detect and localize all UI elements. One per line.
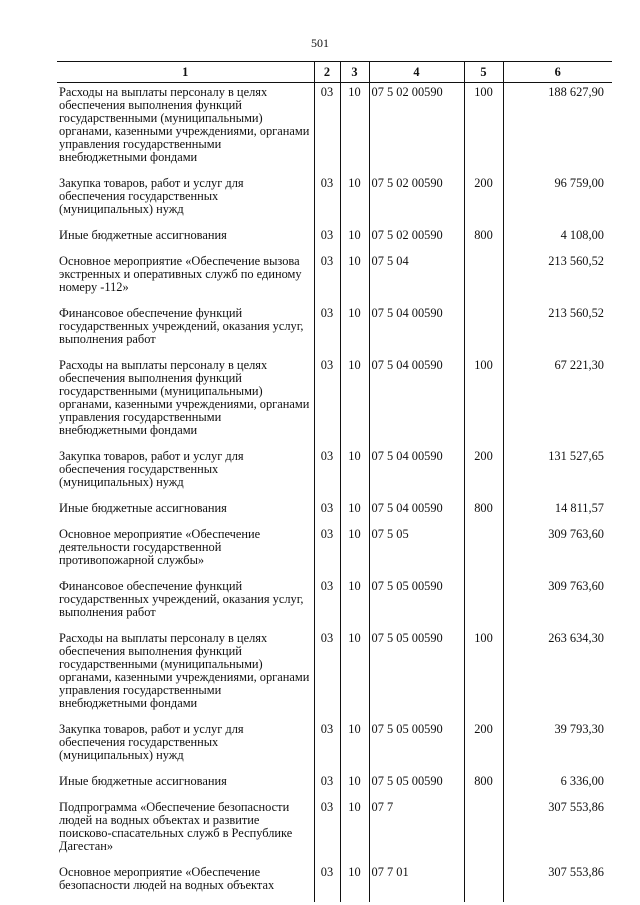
amount-cell: 263 634,30 <box>503 629 612 720</box>
budget-table <box>57 61 612 902</box>
column-header: 2 <box>314 62 340 83</box>
item-name-cell: Иные бюджетные ассигнования <box>59 501 227 515</box>
target-article-cell: 07 5 04 00590 <box>369 356 464 447</box>
target-article-cell: 07 5 05 00590 <box>369 720 464 772</box>
page-number: 501 <box>311 36 329 50</box>
subsection-code-cell: 10 <box>340 629 369 720</box>
section-code-cell: 03 <box>314 226 340 252</box>
subsection-code-cell: 10 <box>340 525 369 577</box>
expense-type-cell <box>464 863 503 902</box>
target-article-cell: 07 5 05 00590 <box>369 577 464 629</box>
section-code-cell: 03 <box>314 304 340 356</box>
amount-cell: 188 627,90 <box>503 83 612 175</box>
column-header: 1 <box>57 62 314 83</box>
subsection-code-cell: 10 <box>340 499 369 525</box>
subsection-code-cell: 10 <box>340 226 369 252</box>
target-article-cell: 07 5 02 00590 <box>369 83 464 175</box>
item-name-cell: Подпрограмма «Обеспечение безопасности людей на водных объектах и развитие поисково-спасательных служб в Республике Дагестан» <box>59 800 293 853</box>
section-code-cell: 03 <box>314 798 340 863</box>
subsection-code-cell: 10 <box>340 863 369 902</box>
amount-cell: 309 763,60 <box>503 525 612 577</box>
amount-cell: 307 553,86 <box>503 863 612 902</box>
expense-type-cell: 100 <box>464 629 503 720</box>
expense-type-cell: 800 <box>464 499 503 525</box>
expense-type-cell: 800 <box>464 772 503 798</box>
amount-cell: 213 560,52 <box>503 304 612 356</box>
section-code-cell: 03 <box>314 499 340 525</box>
table-row <box>57 798 612 863</box>
expense-type-cell: 200 <box>464 447 503 499</box>
subsection-code-cell: 10 <box>340 720 369 772</box>
section-code-cell: 03 <box>314 252 340 304</box>
item-name-cell: Расходы на выплаты персоналу в целях обеспечения выполнения функций государственными (муниципальными) органами, казенными учреждениями, органами управления государственными внебюджетными фондами <box>59 631 310 710</box>
column-header: 4 <box>369 62 464 83</box>
target-article-cell: 07 7 <box>369 798 464 863</box>
table-row <box>57 772 612 798</box>
item-name-cell: Иные бюджетные ассигнования <box>59 774 227 788</box>
expense-type-cell: 800 <box>464 226 503 252</box>
amount-cell: 309 763,60 <box>503 577 612 629</box>
section-code-cell: 03 <box>314 447 340 499</box>
section-code-cell: 03 <box>314 356 340 447</box>
section-code-cell: 03 <box>314 174 340 226</box>
table-row <box>57 356 612 447</box>
expense-type-cell: 200 <box>464 720 503 772</box>
expense-type-cell <box>464 252 503 304</box>
subsection-code-cell: 10 <box>340 577 369 629</box>
target-article-cell: 07 5 02 00590 <box>369 226 464 252</box>
amount-cell: 67 221,30 <box>503 356 612 447</box>
item-name-cell: Основное мероприятие «Обеспечение деятельности государственной противопожарной службы» <box>59 527 261 567</box>
table-row <box>57 525 612 577</box>
item-name-cell: Закупка товаров, работ и услуг для обеспечения государственных (муниципальных) нужд <box>59 722 244 762</box>
table-row <box>57 577 612 629</box>
subsection-code-cell: 10 <box>340 252 369 304</box>
section-code-cell: 03 <box>314 83 340 175</box>
section-code-cell: 03 <box>314 629 340 720</box>
subsection-code-cell: 10 <box>340 356 369 447</box>
section-code-cell: 03 <box>314 772 340 798</box>
amount-cell: 131 527,65 <box>503 447 612 499</box>
table-row <box>57 720 612 772</box>
target-article-cell: 07 5 04 <box>369 252 464 304</box>
item-name-cell: Расходы на выплаты персоналу в целях обеспечения выполнения функций государственными (муниципальными) органами, казенными учреждениями, органами управления государственными внебюджетными фондами <box>59 85 310 164</box>
section-code-cell: 03 <box>314 577 340 629</box>
item-name-cell: Основное мероприятие «Обеспечение безопасности людей на водных объектах <box>59 865 275 892</box>
item-name-cell: Расходы на выплаты персоналу в целях обеспечения выполнения функций государственными (муниципальными) органами, казенными учреждениями, органами управления государственными внебюджетными фондами <box>59 358 310 437</box>
table-row <box>57 83 612 175</box>
column-header: 6 <box>503 62 612 83</box>
target-article-cell: 07 5 04 00590 <box>369 499 464 525</box>
section-code-cell: 03 <box>314 525 340 577</box>
table-row <box>57 252 612 304</box>
subsection-code-cell: 10 <box>340 304 369 356</box>
target-article-cell: 07 5 04 00590 <box>369 304 464 356</box>
subsection-code-cell: 10 <box>340 83 369 175</box>
amount-cell: 39 793,30 <box>503 720 612 772</box>
expense-type-cell <box>464 304 503 356</box>
table-row <box>57 304 612 356</box>
subsection-code-cell: 10 <box>340 798 369 863</box>
amount-cell: 213 560,52 <box>503 252 612 304</box>
item-name-cell: Финансовое обеспечение функций государственных учреждений, оказания услуг, выполнения работ <box>59 579 304 619</box>
table-row <box>57 863 612 902</box>
section-code-cell: 03 <box>314 720 340 772</box>
table-row <box>57 447 612 499</box>
target-article-cell: 07 5 05 00590 <box>369 772 464 798</box>
item-name-cell: Основное мероприятие «Обеспечение вызова экстренных и оперативных служб по единому номеру -112» <box>59 254 302 294</box>
item-name-cell: Иные бюджетные ассигнования <box>59 228 227 242</box>
target-article-cell: 07 5 05 <box>369 525 464 577</box>
amount-cell: 6 336,00 <box>503 772 612 798</box>
subsection-code-cell: 10 <box>340 447 369 499</box>
subsection-code-cell: 10 <box>340 174 369 226</box>
amount-cell: 14 811,57 <box>503 499 612 525</box>
subsection-code-cell: 10 <box>340 772 369 798</box>
item-name-cell: Закупка товаров, работ и услуг для обеспечения государственных (муниципальных) нужд <box>59 449 244 489</box>
target-article-cell: 07 5 04 00590 <box>369 447 464 499</box>
target-article-cell: 07 5 05 00590 <box>369 629 464 720</box>
expense-type-cell <box>464 525 503 577</box>
target-article-cell: 07 7 01 <box>369 863 464 902</box>
column-header: 5 <box>464 62 503 83</box>
expense-type-cell: 100 <box>464 83 503 175</box>
table-row <box>57 629 612 720</box>
section-code-cell: 03 <box>314 863 340 902</box>
expense-type-cell <box>464 577 503 629</box>
expense-type-cell <box>464 798 503 863</box>
table-row <box>57 226 612 252</box>
amount-cell: 96 759,00 <box>503 174 612 226</box>
table-header-row <box>57 62 612 83</box>
column-header: 3 <box>340 62 369 83</box>
item-name-cell: Закупка товаров, работ и услуг для обеспечения государственных (муниципальных) нужд <box>59 176 244 216</box>
table-row <box>57 174 612 226</box>
expense-type-cell: 100 <box>464 356 503 447</box>
expense-type-cell: 200 <box>464 174 503 226</box>
amount-cell: 4 108,00 <box>503 226 612 252</box>
item-name-cell: Финансовое обеспечение функций государственных учреждений, оказания услуг, выполнения работ <box>59 306 304 346</box>
table-row <box>57 499 612 525</box>
target-article-cell: 07 5 02 00590 <box>369 174 464 226</box>
amount-cell: 307 553,86 <box>503 798 612 863</box>
